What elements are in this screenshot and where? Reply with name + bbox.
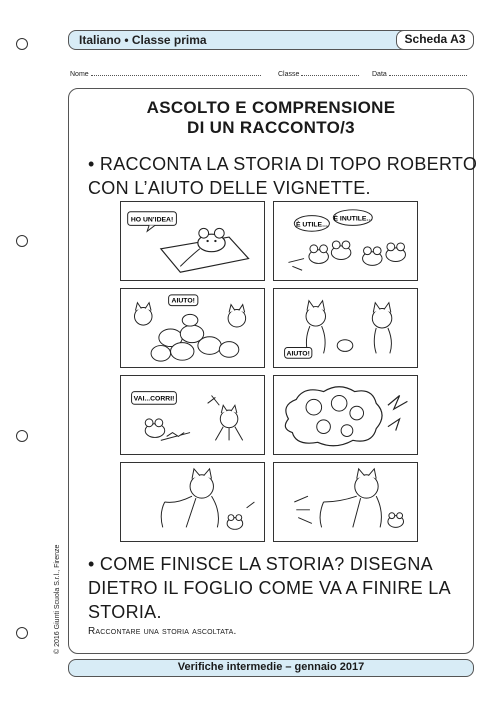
instruction-2-line-3: STORIA. <box>88 602 162 622</box>
vignette-5-bubble: VAI...CORRI! <box>133 395 175 403</box>
class-dotted-line <box>301 69 359 76</box>
copyright-notice: © 2016 Giunti Scuola S.r.l., Firenze <box>54 544 61 654</box>
instruction-2-line-2: DIETRO IL FOGLIO COME VA A FINIRE LA <box>88 578 451 598</box>
footer-bar: Verifiche intermedie – gennaio 2017 <box>68 659 474 677</box>
class-field[interactable] <box>278 69 359 78</box>
class-label: Classe <box>278 71 300 78</box>
page-title <box>68 98 474 138</box>
vignette-6 <box>273 375 418 455</box>
binder-hole <box>16 38 28 50</box>
instruction-1-line-1: • RACCONTA LA STORIA DI TOPO ROBERTO <box>88 154 478 174</box>
vignette-3 <box>120 288 265 368</box>
title-line-1: ASCOLTO E COMPRENSIONE <box>146 98 396 117</box>
date-label: Data <box>372 71 387 78</box>
vignette-4-bubble: AIUTO! <box>286 350 310 358</box>
date-dotted-line <box>389 69 467 76</box>
instruction-2 <box>88 552 451 624</box>
subject-label: Italiano • Classe prima <box>79 33 207 47</box>
binder-hole <box>16 235 28 247</box>
name-field[interactable] <box>70 69 261 78</box>
vignette-4 <box>273 288 418 368</box>
vignette-1 <box>120 201 265 281</box>
learning-objective: Raccontare una storia ascoltata. <box>88 626 237 637</box>
vignette-2-bubble-1: È UTILE... <box>295 221 328 229</box>
name-label: Nome <box>70 71 89 78</box>
name-dotted-line <box>91 69 261 76</box>
vignette-8 <box>273 462 418 542</box>
vignette-1-bubble: HO UN’IDEA! <box>130 216 174 224</box>
date-field[interactable] <box>372 69 467 78</box>
header-bar <box>68 30 474 50</box>
binder-hole <box>16 430 28 442</box>
vignette-7 <box>120 462 265 542</box>
vignette-2-bubble-2: È INUTILE... <box>333 215 373 223</box>
title-line-2: DI UN RACCONTO/3 <box>187 118 355 137</box>
vignette-2 <box>273 201 418 281</box>
instruction-1-line-2: CON L’AIUTO DELLE VIGNETTE. <box>88 178 371 198</box>
binder-hole <box>16 627 28 639</box>
instruction-1 <box>88 152 477 200</box>
instruction-2-line-1: • COME FINISCE LA STORIA? DISEGNA <box>88 554 433 574</box>
vignette-5 <box>120 375 265 455</box>
vignette-3-bubble: AIUTO! <box>171 297 195 305</box>
sheet-label: Scheda A3 <box>396 30 474 50</box>
